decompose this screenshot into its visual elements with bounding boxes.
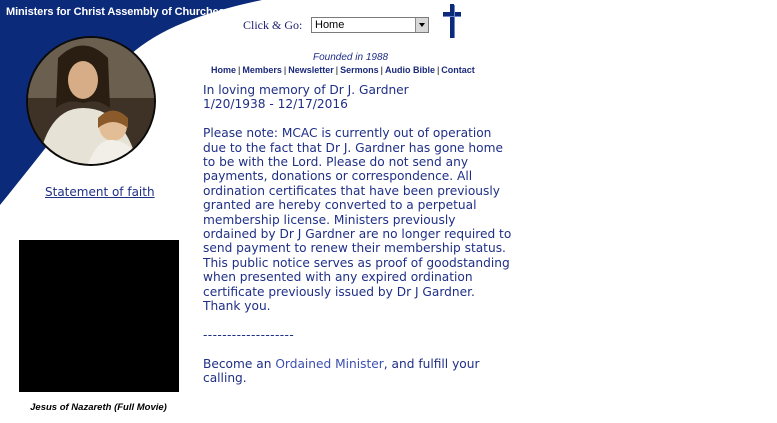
nav-members-link[interactable]: Members [242, 65, 282, 75]
ordained-minister-link[interactable]: Ordained Minister [275, 356, 384, 371]
nav-separator: | [380, 65, 383, 75]
cta-prefix: Become an [203, 356, 276, 371]
video-player[interactable] [19, 240, 179, 392]
cross-icon [441, 4, 463, 38]
founded-text: Founded in 1988 [313, 52, 389, 63]
click-go-label: Click & Go: [243, 18, 303, 32]
click-go-select[interactable] [311, 17, 429, 33]
main-content [203, 83, 513, 385]
click-go-selected-value: Home [315, 19, 345, 31]
nav-separator: | [238, 65, 241, 75]
closure-notice: Please note: MCAC is currently out of operation due to the fact that Dr J. Gardner has gone home to be with the Lord. Please do not send any payments, donations or correspondence. All ordination certificates that have been previously granted are hereby converted to a perpetual membership license. Ministers previously ordained by Dr J Gardner are no longer required to send payment to renew their membership status. This public notice serves as proof of goodstanding when presented with any expired ordination certificate previously issued by Dr J Gardner. Thank you. [203, 126, 512, 314]
nav-sermons-link[interactable]: Sermons [340, 65, 379, 75]
nav-separator: | [436, 65, 440, 75]
nav-separator: | [335, 65, 339, 75]
nav-newsletter-link[interactable]: Newsletter [288, 65, 334, 75]
memorial-name: In loving memory of Dr J. Gardner [203, 83, 409, 97]
text-divider: ------------------- [203, 327, 295, 342]
nav-home-link[interactable]: Home [211, 65, 237, 75]
statement-of-faith-link[interactable]: Statement of faith [45, 185, 155, 199]
nav-contact-link[interactable]: Contact [441, 65, 475, 75]
memorial-dates: 1/20/1938 - 12/17/2016 [203, 97, 348, 112]
nav-audio-bible-link[interactable]: Audio Bible [384, 65, 435, 75]
video-caption: Jesus of Nazareth (Full Movie) [30, 402, 167, 413]
site-title[interactable]: Ministers for Christ Assembly of Churches [6, 6, 225, 18]
memorial-heading [203, 83, 513, 112]
chevron-down-icon[interactable] [415, 18, 428, 32]
call-to-action [203, 357, 513, 386]
cta-suffix: , and fulfill your calling. [203, 356, 480, 386]
jesus-portrait-image [26, 36, 156, 166]
main-nav [211, 65, 475, 75]
nav-separator: | [283, 65, 287, 75]
